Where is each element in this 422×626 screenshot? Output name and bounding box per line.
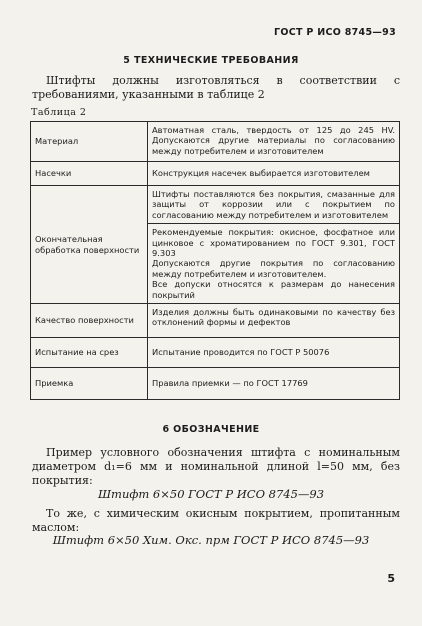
section-5-intro: Штифты должны изготовляться в соответствии с требованиями, указанными в таблице 2	[32, 74, 400, 101]
requirements-table	[30, 121, 400, 400]
table-row	[31, 186, 400, 304]
table-cell-name: Приемка	[31, 368, 148, 400]
table-cell-paragraph: Правила приемки — по ГОСТ 17769	[152, 378, 308, 389]
table-cell-name: Материал	[31, 122, 148, 162]
table-label: Таблица 2	[31, 107, 87, 118]
table-subcell	[148, 186, 399, 224]
section-6-title: 6 ОБОЗНАЧЕНИЕ	[162, 424, 260, 435]
table-row	[31, 338, 400, 368]
table-cell-name: Насечки	[31, 162, 148, 186]
designation-formula-1: Штифт 6×50 ГОСТ Р ИСО 8745—93	[97, 487, 325, 501]
table-cell-paragraph: Все допуски относятся к размерам до нанесения покрытий	[152, 279, 395, 300]
table-cell-paragraph: Штифты поставляются без покрытия, смазанные для защиты от коррозии или с покрытием по согласованию между потребителем и изготовителем	[152, 189, 395, 220]
table-cell-paragraph: Испытание проводится по ГОСТ Р 50076	[152, 347, 330, 358]
table-row	[31, 368, 400, 400]
table-row	[31, 122, 400, 162]
designation-example-2-text: То же, с химическим окисным покрытием, пропитанным маслом:	[32, 507, 400, 534]
table-cell-text	[148, 162, 400, 186]
table-cell-text	[148, 368, 400, 400]
table-cell-text	[148, 122, 400, 162]
table-cell-paragraph: Рекомендуемые покрытия: окисное, фосфатное или цинковое с хроматированием по ГОСТ 9.301, ГОСТ 9.303	[152, 227, 395, 259]
table-cell-paragraph: Допускаются другие покрытия по согласованию между потребителем и изготовителем.	[152, 258, 395, 279]
table-cell-paragraph: Изделия должны быть одинаковыми по качеству без отклонений формы и дефектов	[152, 307, 395, 328]
table-cell-text	[148, 338, 400, 368]
table-cell-text	[148, 186, 400, 304]
table-cell-name: Качество поверхности	[31, 304, 148, 338]
table-cell-name: Окончательная обработка поверхности	[31, 186, 148, 304]
page-number: 5	[387, 572, 395, 585]
table-cell-paragraph: Конструкция насечек выбирается изготовителем	[152, 168, 370, 179]
table-subcell	[148, 224, 399, 303]
designation-example-text: Пример условного обозначения штифта с номинальным диаметром d₁=6 мм и номинальной длиной l=50 мм, без покрытия:	[32, 446, 400, 487]
table-cell-paragraph: Автоматная сталь, твердость от 125 до 245 HV. Допускаются другие материалы по согласованию между потребителем и изготовителем	[152, 125, 395, 156]
table-row	[31, 162, 400, 186]
section-5-title: 5 ТЕХНИЧЕСКИЕ ТРЕБОВАНИЯ	[123, 55, 299, 66]
table-row	[31, 304, 400, 338]
table-cell-text	[148, 304, 400, 338]
table-cell-name: Испытание на срез	[31, 338, 148, 368]
document-header: ГОСТ Р ИСО 8745—93	[273, 27, 396, 38]
designation-formula-2: Штифт 6×50 Хим. Окс. прм ГОСТ Р ИСО 8745—93	[52, 533, 370, 547]
